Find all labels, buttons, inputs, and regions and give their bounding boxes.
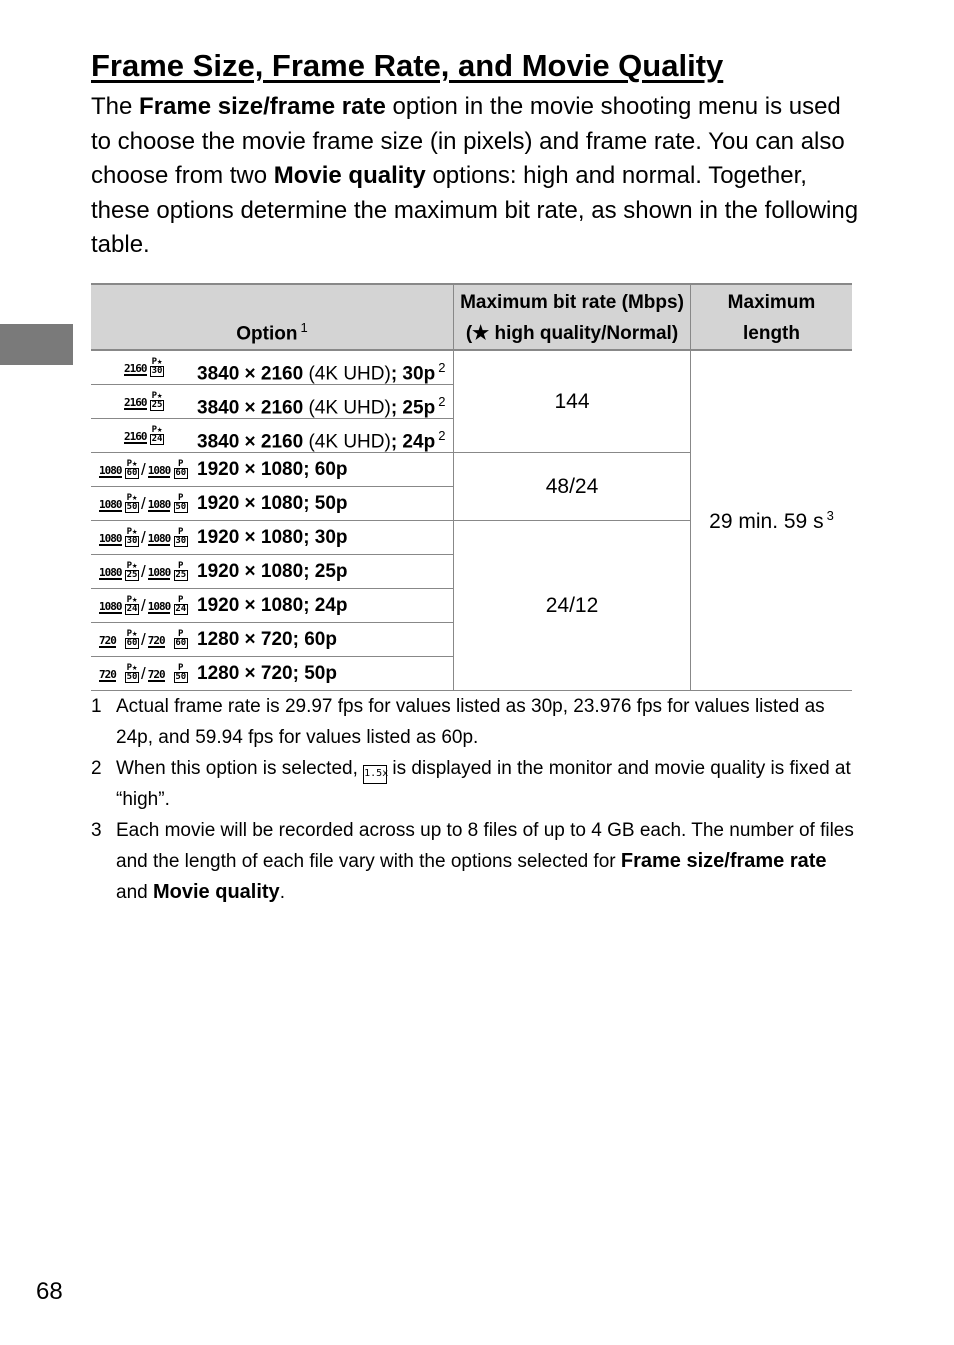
icon-separator: / <box>141 494 146 513</box>
intro-bold-movie-quality: Movie quality <box>273 162 426 190</box>
normal-quality-frame-icon: 1080 P 60 <box>147 459 187 478</box>
option-cell <box>91 589 454 623</box>
high-quality-frame-icon: 720 P★ 50 <box>99 663 138 682</box>
bit-rate-table <box>91 283 852 691</box>
option-cell <box>91 521 454 555</box>
normal-quality-frame-icon: 720 P 60 <box>147 629 187 648</box>
section-title: Frame Size, Frame Rate, and Movie Quality <box>91 48 724 83</box>
frame-size-icons <box>124 358 164 378</box>
footnote-2: 2 When this option is selected, 1.5x is displayed in the monitor and movie quality is fixed at “high”. <box>91 758 851 810</box>
frame-size-icons <box>99 596 188 616</box>
option-label: 3840 × 2160 (4K UHD); 25p $^2$ <box>197 394 446 419</box>
option-cell <box>91 487 454 521</box>
icon-separator: / <box>141 562 146 581</box>
bit-rate-cell: 24/12 <box>454 521 691 691</box>
option-cell <box>91 350 454 385</box>
option-label: 1920 × 1080; 50p <box>197 493 348 514</box>
option-label: 1920 × 1080; 30p <box>197 527 348 548</box>
footnotes <box>91 691 856 908</box>
chapter-tab-marker <box>0 324 73 365</box>
frame-size-icons <box>99 630 188 650</box>
option-label: 3840 × 2160 (4K UHD); 24p $^2$ <box>197 428 446 453</box>
option-cell <box>91 623 454 657</box>
icon-separator: / <box>141 528 146 547</box>
high-quality-frame-icon: 1080 P★ 30 <box>99 527 138 546</box>
max-length-cell: 29 min. 59 s $^3$ <box>691 350 853 691</box>
option-cell <box>91 419 454 453</box>
option-cell <box>91 657 454 691</box>
option-label: 1280 × 720; 50p <box>197 663 337 684</box>
frame-size-icons <box>99 562 188 582</box>
frame-size-icons <box>124 392 164 412</box>
header-max-length: Maximum length <box>691 284 853 350</box>
frame-size-icons <box>99 528 188 548</box>
high-quality-frame-icon: 1080 P★ 60 <box>99 459 138 478</box>
icon-separator: / <box>141 460 146 479</box>
intro-paragraph: The Frame size/frame rate option in the movie shooting menu is used to choose the movie frame size (in pixels) and frame rate. You can also choose from two Movie quality options: high and normal. Together, these options determine the maximum bit rate, as shown in the following table. <box>91 93 859 259</box>
header-option: Option $^1$ <box>91 284 454 350</box>
crop-1-5x-icon: 1.5x <box>363 765 387 784</box>
footnote-1: 1 Actual frame rate is 29.97 fps for values listed as 30p, 23.976 fps for values listed as 24p, and 59.94 fps for values listed as 60p. <box>91 696 825 748</box>
normal-quality-frame-icon: 720 P 50 <box>147 663 187 682</box>
normal-quality-frame-icon: 1080 P 50 <box>147 493 187 512</box>
normal-quality-frame-icon: 1080 P 24 <box>147 595 187 614</box>
footnote-3: 3 Each movie will be recorded across up to 8 files of up to 4 GB each. The number of files and the length of each file vary with the options selected for Frame size/frame rate and Movie quality. <box>91 820 854 903</box>
high-quality-frame-icon: 2160 P★ 24 <box>124 425 163 444</box>
option-cell <box>91 385 454 419</box>
option-label: 1280 × 720; 60p <box>197 629 337 650</box>
option-label: 1920 × 1080; 24p <box>197 595 348 616</box>
normal-quality-frame-icon: 1080 P 30 <box>147 527 187 546</box>
high-quality-frame-icon: 1080 P★ 25 <box>99 561 138 580</box>
header-bit-rate: Maximum bit rate (Mbps) (★ high quality/Normal) <box>454 284 691 350</box>
frame-size-icons <box>99 664 188 684</box>
high-quality-frame-icon: 1080 P★ 24 <box>99 595 138 614</box>
high-quality-frame-icon: 2160 P★ 30 <box>124 357 163 376</box>
option-cell <box>91 453 454 487</box>
option-label: 1920 × 1080; 60p <box>197 459 348 480</box>
frame-size-icons <box>124 426 164 446</box>
icon-separator: / <box>141 630 146 649</box>
high-quality-frame-icon: 2160 P★ 25 <box>124 391 163 410</box>
icon-separator: / <box>141 596 146 615</box>
option-cell <box>91 555 454 589</box>
high-quality-frame-icon: 720 P★ 60 <box>99 629 138 648</box>
page-number: 68 <box>36 1278 63 1305</box>
high-quality-frame-icon: 1080 P★ 50 <box>99 493 138 512</box>
frame-size-icons <box>99 494 188 514</box>
option-label: 3840 × 2160 (4K UHD); 30p $^2$ <box>197 360 446 385</box>
bit-rate-cell: 144 <box>454 350 691 453</box>
option-label: 1920 × 1080; 25p <box>197 561 348 582</box>
frame-size-icons <box>99 460 188 480</box>
bit-rate-cell: 48/24 <box>454 453 691 521</box>
icon-separator: / <box>141 664 146 683</box>
table-row <box>91 350 852 385</box>
intro-bold-frame-size: Frame size/frame rate <box>139 93 386 120</box>
normal-quality-frame-icon: 1080 P 25 <box>147 561 187 580</box>
